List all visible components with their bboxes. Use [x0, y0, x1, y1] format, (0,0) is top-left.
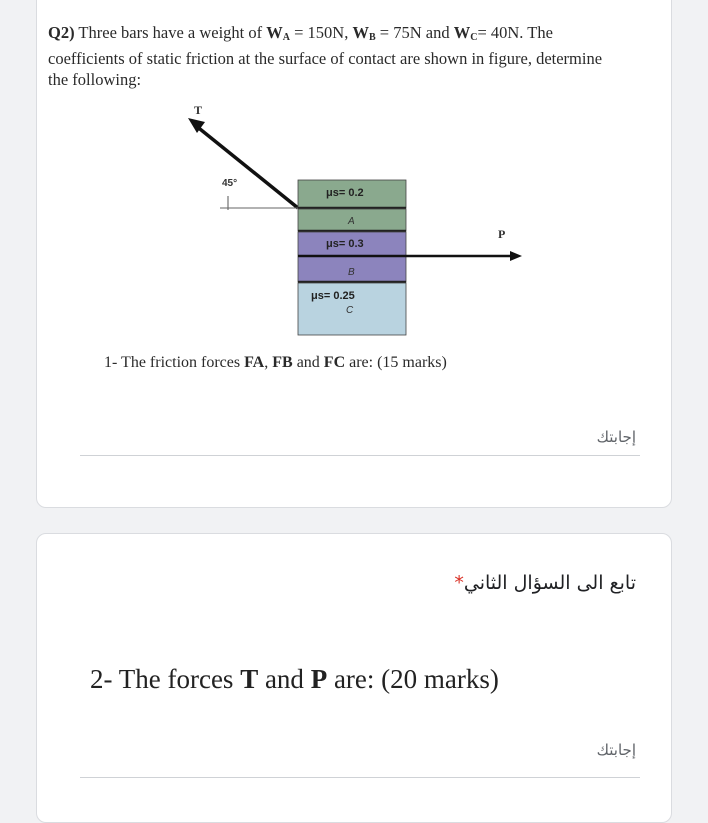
bar-b-mu: μs= 0.3: [326, 238, 364, 250]
question-text-line2: The coefficients of static friction at the surface of contact are shown in figure, determine the following:: [48, 23, 603, 89]
question-number: Q2): [48, 23, 75, 42]
t-rope: [195, 125, 298, 208]
angle-label: 45°: [222, 178, 238, 189]
required-mark: *: [454, 572, 464, 594]
subquestion-2: 2- The forces T and P are: (20 marks): [90, 664, 499, 694]
t-label: T: [194, 103, 203, 117]
answer-label-2: إجابتك: [596, 741, 636, 759]
bars-figure: [180, 100, 540, 345]
p-label: P: [498, 227, 506, 241]
bar-c-name: C: [346, 305, 354, 316]
p-arrowhead: [510, 251, 522, 261]
answer-input-2[interactable]: [80, 777, 640, 778]
answer-label-1: إجابتك: [596, 428, 636, 446]
bar-a-mu: μs= 0.2: [326, 187, 364, 199]
bar-b-name: B: [348, 267, 355, 278]
question-text: Q2) Three bars have a weight of $W_A = 150N$, $W_B = 75N$ and $W_C= 40N$. The coefficients of static friction at the surface of contact are shown in figure, determine the following:: [48, 23, 603, 89]
subquestion-1: 1- The friction forces FA, FB and FC are: (15 marks): [104, 354, 447, 371]
bar-c-mu: μs= 0.25: [311, 290, 355, 302]
section-title: تابع الى السؤال الثاني*: [454, 572, 636, 594]
bar-a-name: A: [348, 216, 355, 227]
answer-input-1[interactable]: [80, 455, 640, 456]
